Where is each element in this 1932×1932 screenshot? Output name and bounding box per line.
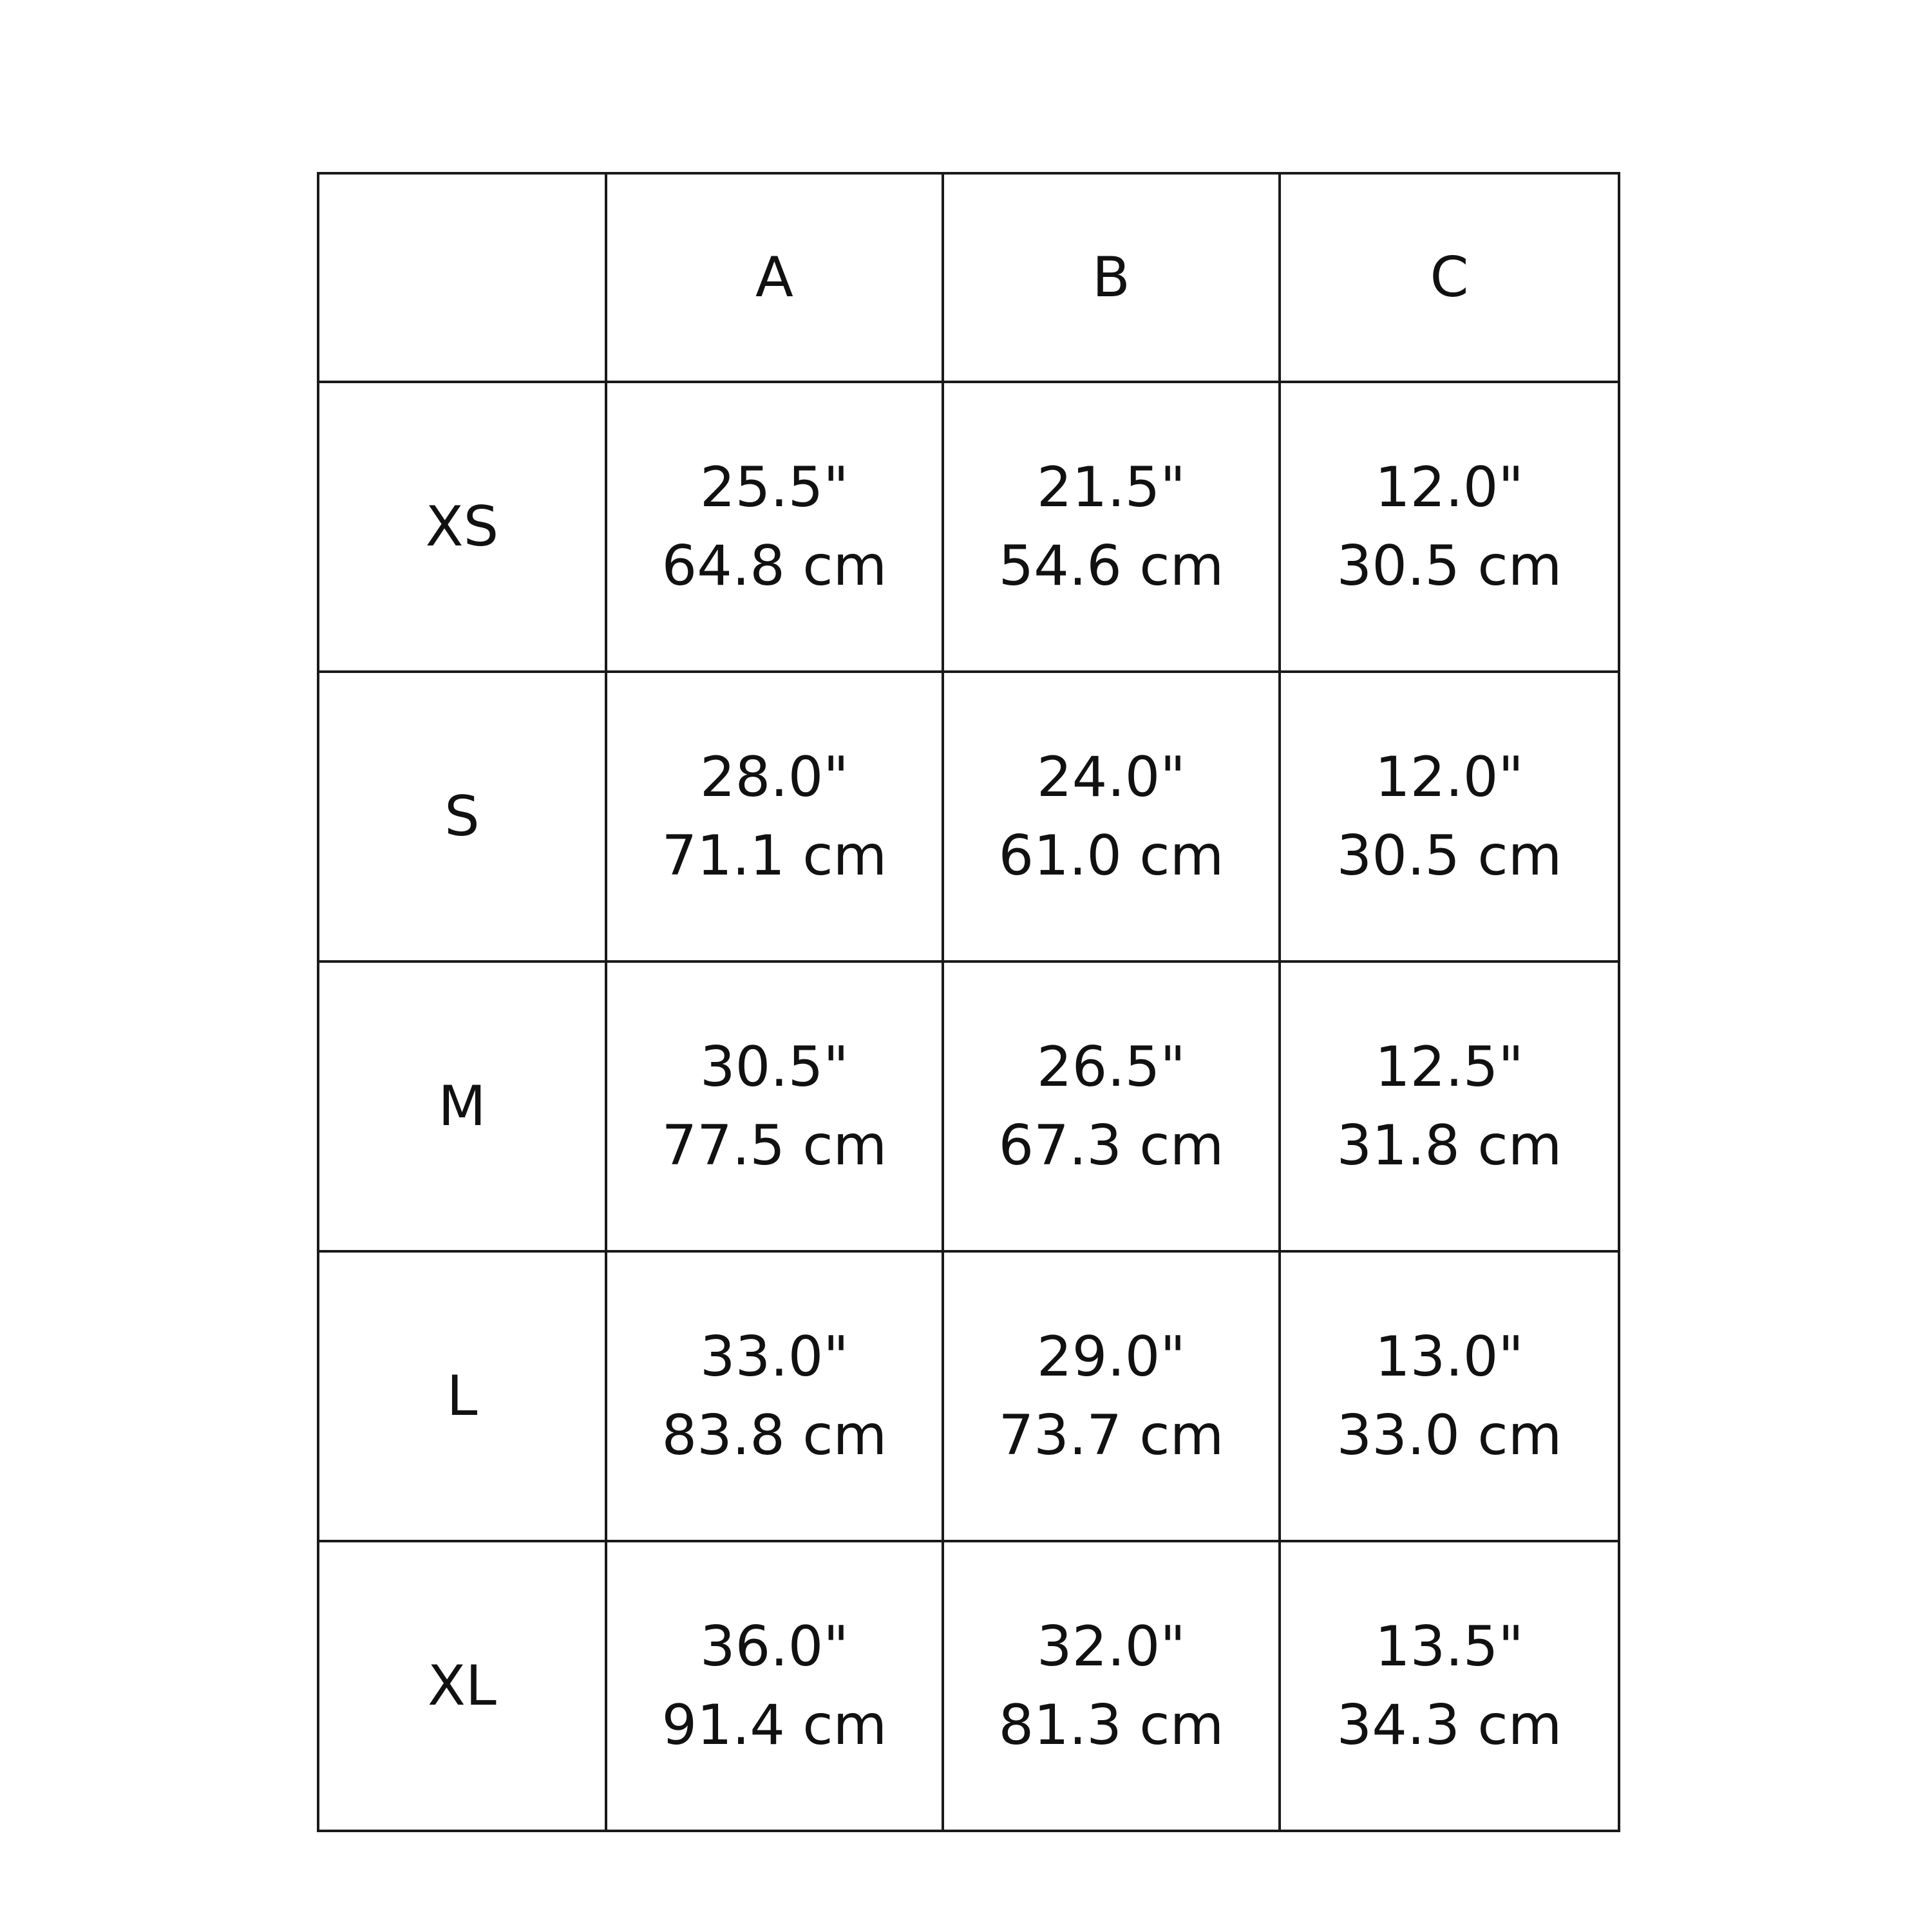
inches-value: 30.5" [699,1035,849,1099]
column-header-a: A [755,245,793,310]
measurement-cell [943,382,1280,672]
cm-value: 33.0 cm [1336,1403,1562,1468]
table-row [318,1541,1619,1831]
size-chart-table [317,172,1620,1832]
cm-value: 91.4 cm [661,1693,887,1757]
inches-value: 32.0" [1036,1615,1186,1679]
measurement-cell [606,382,943,672]
size-label: S [444,784,480,849]
size-label: L [446,1364,478,1428]
measurement-cell [606,672,943,961]
cm-value: 64.8 cm [661,534,887,598]
measurement-cell [943,1251,1280,1541]
cm-value: 73.7 cm [998,1403,1224,1468]
inches-value: 12.0" [1374,745,1524,810]
cm-value: 34.3 cm [1336,1693,1562,1757]
table-row [318,961,1619,1251]
size-label: XS [425,495,499,559]
size-cell [318,382,606,672]
inches-value: 33.0" [699,1325,849,1389]
cm-value: 31.8 cm [1336,1113,1562,1178]
header-row [318,173,1619,382]
inches-value: 26.5" [1036,1035,1186,1099]
measurement-cell [1280,672,1619,961]
inches-value: 12.0" [1374,455,1524,520]
size-cell [318,672,606,961]
inches-value: 21.5" [1036,455,1186,520]
table-row [318,382,1619,672]
size-label: M [438,1074,486,1139]
size-cell [318,961,606,1251]
header-cell-b [943,173,1280,382]
size-label: XL [428,1654,497,1718]
table-row [318,672,1619,961]
measurement-cell [943,672,1280,961]
cm-value: 67.3 cm [998,1113,1224,1178]
measurement-cell [943,961,1280,1251]
cm-value: 61.0 cm [998,824,1224,888]
inches-value: 24.0" [1036,745,1186,810]
header-cell-c [1280,173,1619,382]
inches-value: 36.0" [699,1615,849,1679]
inches-value: 12.5" [1374,1035,1524,1099]
measurement-cell [1280,1251,1619,1541]
cm-value: 83.8 cm [661,1403,887,1468]
size-cell [318,1251,606,1541]
measurement-cell [606,961,943,1251]
table-row [318,1251,1619,1541]
inches-value: 29.0" [1036,1325,1186,1389]
column-header-b: B [1092,245,1130,310]
size-cell [318,1541,606,1831]
measurement-cell [1280,1541,1619,1831]
measurement-cell [606,1251,943,1541]
measurement-cell [943,1541,1280,1831]
header-cell-empty [318,173,606,382]
cm-value: 71.1 cm [661,824,887,888]
column-header-c: C [1430,245,1469,310]
inches-value: 28.0" [699,745,849,810]
cm-value: 30.5 cm [1336,824,1562,888]
cm-value: 77.5 cm [661,1113,887,1178]
header-cell-a [606,173,943,382]
inches-value: 25.5" [699,455,849,520]
cm-value: 81.3 cm [998,1693,1224,1757]
inches-value: 13.0" [1374,1325,1524,1389]
cm-value: 30.5 cm [1336,534,1562,598]
measurement-cell [606,1541,943,1831]
cm-value: 54.6 cm [998,534,1224,598]
measurement-cell [1280,382,1619,672]
inches-value: 13.5" [1374,1615,1524,1679]
measurement-cell [1280,961,1619,1251]
